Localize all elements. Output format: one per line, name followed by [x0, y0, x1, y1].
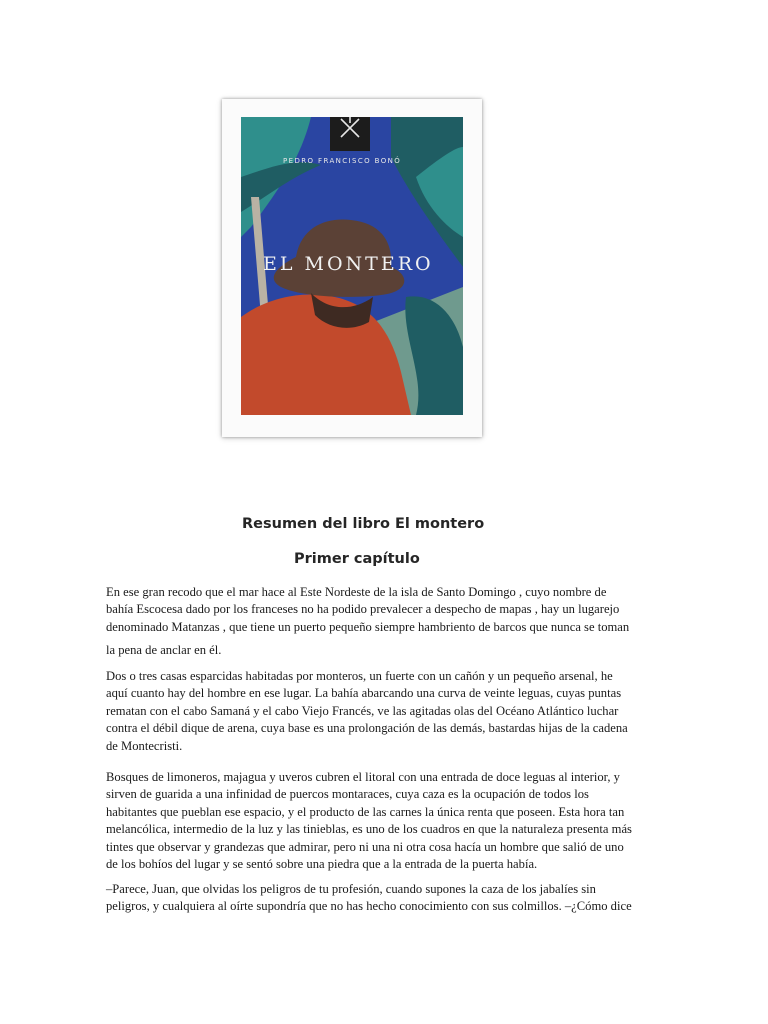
paragraph-2: [106, 668, 666, 755]
book-cover: [222, 99, 482, 437]
paragraph-line: En ese gran recodo que el mar hace al Este Nordeste de la isla de Santo Domingo , cuyo nombre de: [106, 585, 607, 599]
paragraph-3: [106, 769, 666, 873]
paragraph-line: sirven de guarida a una infinidad de puercos montaraces, cuya caza es la ocupación de todos los: [106, 787, 589, 802]
paragraph-line: melancólica, intermedio de la luz y las tinieblas, es uno de los cuadros en que la naturaleza presenta más: [106, 822, 632, 837]
paragraph-line: de Montecristi.: [106, 738, 183, 753]
paragraph-line: habitantes que pueblan ese espacio, y el producto de las carnes la única renta que poseen. Esta hora tan: [106, 804, 625, 819]
cover-illustration: [241, 117, 463, 415]
paragraph-line: denominado Matanzas , que tiene un puerto pequeño siempre hambriento de barcos que nunca se toman: [106, 619, 630, 634]
document-title: Resumen del libro El montero: [242, 516, 485, 532]
paragraph-line: contra el débil dique de arena, cuya base es una prolongación de las demás, bastardas hijas de la cadena: [106, 721, 628, 736]
paragraph-line: aquí cuanto hay del hombre en ese lugar. La bahía abarcando una curva de veinte leguas, cuyas puntas: [106, 686, 622, 701]
paragraph-4: [106, 881, 666, 916]
paragraph-line: Bosques de limoneros, majagua y uveros cubren el litoral con una entrada de doce leguas al interior, y: [106, 770, 620, 784]
paragraph-1: [106, 584, 666, 660]
paragraph-line: peligros, y cualquiera al oírte supondría que no has hecho conocimiento con sus colmillos. –¿Cómo dice: [106, 899, 632, 914]
chapter-title: Primer capítulo: [294, 551, 420, 567]
paragraph-line: Dos o tres casas esparcidas habitadas por monteros, un fuerte con un cañón y un pequeño arsenal, he: [106, 669, 613, 683]
cover-author: PEDRO FRANCISCO BONÓ: [283, 157, 402, 165]
paragraph-line: bahía Escocesa dado por los franceses no ha podido prevalecer a despecho de mapas , hay un lugarejo: [106, 602, 620, 617]
paragraph-line: la pena de anclar en él.: [106, 643, 222, 658]
paragraph-line: rematan con el cabo Samaná y el cabo Viejo Francés, ve las agitadas olas del Océano Atlántico luchar: [106, 703, 619, 718]
paragraph-line: tintes que observar y grandezas que admirar, pero ni una ni otra cosa hacía un hombre que salió de uno: [106, 839, 624, 854]
paragraph-line: de los bohíos del lugar y se sentó sobre una piedra que a la entrada de la puerta había.: [106, 857, 538, 872]
cover-title: EL MONTERO: [263, 253, 434, 275]
paragraph-line: –Parece, Juan, que olvidas los peligros de tu profesión, cuando supones la caza de los jabalíes sin: [106, 882, 596, 896]
